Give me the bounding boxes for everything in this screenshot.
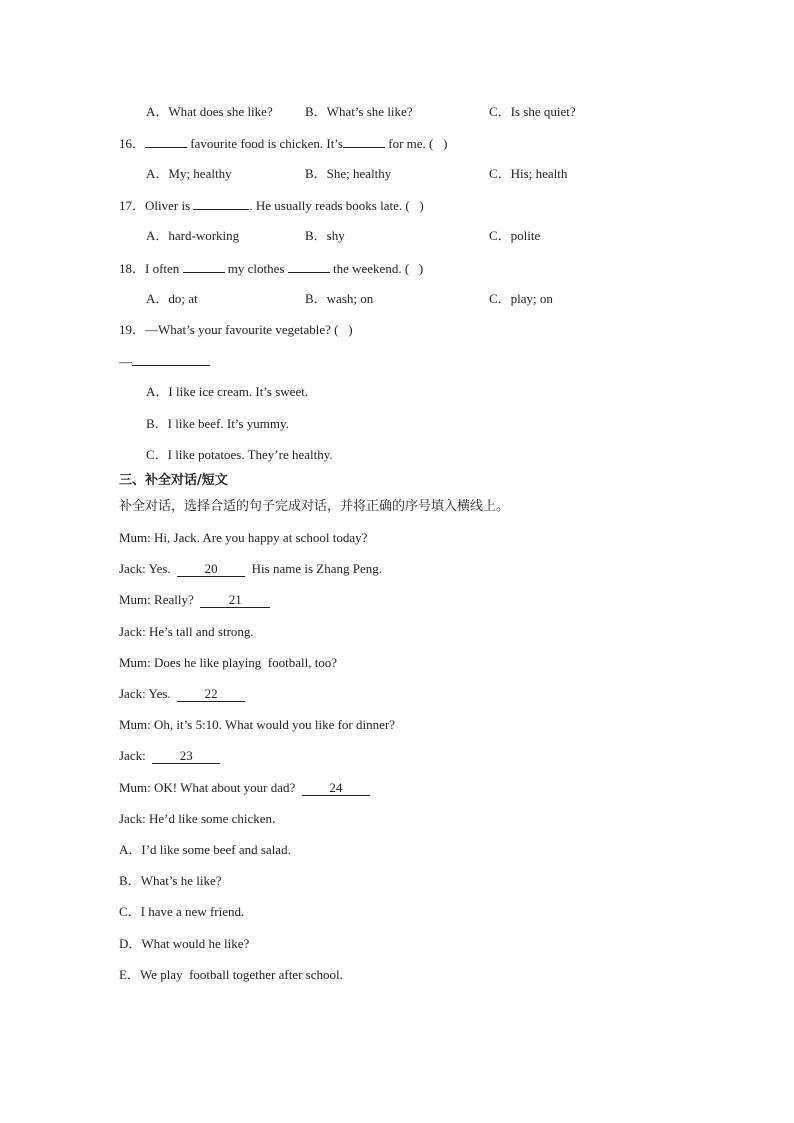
dialogue-speaker-text: Jack: Yes. [119,686,171,701]
dialogue-line: Mum: Hi, Jack. Are you happy at school today? [119,530,368,545]
dialogue-line: Mum: Does he like playing football, too? [119,655,338,670]
dialogue-line [119,592,270,608]
dialogue-speaker-text: Mum: OK! What about your dad? [119,780,296,795]
q15-option-a: A．What does she like? [146,104,273,119]
q16-blank-2[interactable] [343,135,385,148]
choice-b: B．What’s he like? [119,873,222,888]
dialogue-blank-21[interactable]: 21 [200,593,270,608]
dialogue-line [119,686,245,702]
dialogue-blank-20[interactable]: 20 [177,562,245,577]
dialogue-line [119,780,370,796]
choice-e: E．We play football together after school. [119,967,343,982]
q18-option-b: B．wash; on [305,291,374,306]
dialogue-post-text: His name is Zhang Peng. [251,561,382,576]
dialogue-speaker-text: Jack: Yes. [119,561,171,576]
dialogue-line [119,748,220,764]
q16-text-2: for me. ( ) [388,136,448,151]
q15-option-b: B．What’s she like? [305,104,413,119]
q18-option-c: C．play; on [489,291,553,306]
q19-option-c: C．I like potatoes. They’re healthy. [146,447,333,462]
q18-blank-1[interactable] [183,260,225,273]
q18-number: 18．I often [119,261,180,276]
q18-text-1: my clothes [227,261,285,276]
dialogue-speaker-text: Mum: Really? [119,592,194,607]
q15-option-c: C．Is she quiet? [489,104,576,119]
dialogue-blank-24[interactable]: 24 [302,781,370,796]
q18-blank-2[interactable] [288,260,330,273]
dialogue-line: Jack: He’d like some chicken. [119,811,276,826]
section-3-title: 三、补全对话/短文 [119,473,228,488]
q19-option-a: A．I like ice cream. It’s sweet. [146,384,309,399]
q17-text-1: . He usually reads books late. ( ) [249,198,424,213]
question-19: 19．—What’s your favourite vegetable? ( ) [119,322,353,337]
dialogue-line [119,561,382,577]
question-16 [119,135,447,152]
q16-option-b: B．She; healthy [305,166,392,181]
q17-number: 17．Oliver is [119,198,191,213]
q18-text-2: the weekend. ( ) [332,261,424,276]
q19-blank[interactable] [132,353,210,366]
dialogue-line: Mum: Oh, it’s 5:10. What would you like for dinner? [119,717,395,732]
q16-text-1: favourite food is chicken. It’s [190,136,343,151]
q17-option-b: B．shy [305,228,345,243]
choice-d: D．What would he like? [119,936,250,951]
dialogue-blank-23[interactable]: 23 [152,749,220,764]
question-18 [119,260,423,277]
q19-answer-line [119,353,210,370]
q17-blank[interactable] [193,197,249,210]
section-3-instruction: 补全对话，选择合适的句子完成对话，并将正确的序号填入横线上。 [119,499,510,514]
q16-number: 16． [119,136,146,151]
dialogue-blank-22[interactable]: 22 [177,687,245,702]
question-17 [119,197,424,214]
dialogue-line: Jack: He’s tall and strong. [119,624,254,639]
q18-option-a: A．do; at [146,291,198,306]
q17-option-c: C．polite [489,228,541,243]
dialogue-speaker-text: Jack: [119,748,146,763]
q19-dash: — [119,354,132,369]
q16-blank-1[interactable] [145,135,187,148]
q16-option-a: A．My; healthy [146,166,232,181]
choice-a: A．I’d like some beef and salad. [119,842,291,857]
q16-option-c: C．His; health [489,166,568,181]
choice-c: C．I have a new friend. [119,904,245,919]
q19-option-b: B．I like beef. It’s yummy. [146,416,289,431]
q17-option-a: A．hard-working [146,228,240,243]
